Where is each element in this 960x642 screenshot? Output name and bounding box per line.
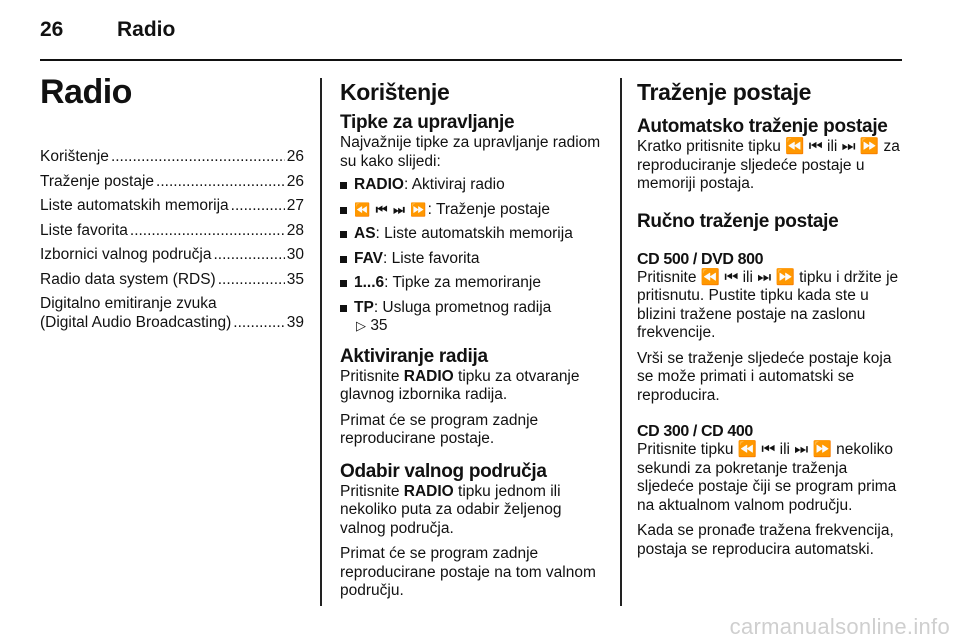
header-rule xyxy=(40,59,902,61)
section-title-station-search: Traženje postaje xyxy=(637,79,812,105)
toc-item-label: Izbornici valnog područja xyxy=(40,246,212,263)
auto-search-text: Kratko pritisnite tipku ⏪ ⏮ ili ⏭ ⏩ za reproduciranje sljedeće postaje u memoriji postaja. xyxy=(637,138,900,192)
toc-item-label: Korištenje xyxy=(40,148,109,165)
list-item xyxy=(340,225,604,244)
toc-dots xyxy=(130,222,285,241)
heading-select-band: Odabir valnog područja xyxy=(340,460,547,482)
usage-column xyxy=(340,72,604,601)
toc-dots xyxy=(218,271,285,290)
toc-item-page: 30 xyxy=(286,246,304,263)
page-reference-icon: ▷ xyxy=(356,318,366,333)
toc-item[interactable] xyxy=(40,173,304,192)
toc-item-label: Liste favorita xyxy=(40,221,128,239)
toc-item-label: (Digital Audio Broadcasting) xyxy=(40,313,232,331)
section-title-usage: Korištenje xyxy=(340,79,450,105)
control-desc: : Tipke za memoriranje xyxy=(384,274,541,291)
column-divider-1 xyxy=(320,78,322,606)
model-heading: CD 300 / CD 400 xyxy=(637,423,753,440)
search-column xyxy=(637,72,903,559)
manual-text: Pritisnite tipku ⏪ ⏮ ili ⏭ ⏩ nekoliko sekundi za pokretanje traženja sljedeće postaje čiji se program prima na aktualnom valnom području. xyxy=(637,441,897,514)
toc-item[interactable] xyxy=(40,295,304,332)
toc-dots xyxy=(213,246,284,265)
page-reference[interactable]: 35 xyxy=(370,317,388,334)
control-desc: : Usluga prometnog radija xyxy=(373,298,552,316)
toc-item[interactable] xyxy=(40,197,304,216)
bullet-square xyxy=(340,207,347,214)
toc-item-page: 39 xyxy=(286,313,304,331)
bullet-square xyxy=(340,305,347,312)
toc-item-page: 28 xyxy=(286,221,304,239)
model-heading: CD 500 / DVD 800 xyxy=(637,250,764,268)
watermark: carmanualsonline.info xyxy=(729,614,950,639)
control-key: FAV xyxy=(354,249,383,267)
controls-list xyxy=(340,176,604,336)
toc-item[interactable] xyxy=(40,222,304,241)
table-of-contents xyxy=(40,148,304,332)
activate-text: Pritisnite RADIO tipku za otvaranje glavnog izbornika radija. xyxy=(340,367,580,403)
control-desc: : Liste favorita xyxy=(383,249,480,267)
toc-item-label: Liste automatskih memorija xyxy=(40,197,229,214)
manual-note: Vrši se traženje sljedeće postaje koja se može primati i automatski se reproducira. xyxy=(637,349,892,404)
controls-intro: Najvažnije tipke za upravljanje radiom su kako slijedi: xyxy=(340,134,601,170)
list-item xyxy=(340,250,604,269)
control-key: RADIO xyxy=(354,176,404,193)
toc-dots xyxy=(156,173,285,192)
band-note: Primat će se program zadnje reproducirane postaje na tom valnom području. xyxy=(340,545,596,599)
toc-item-page: 35 xyxy=(286,270,304,288)
heading-manual-search: Ručno traženje postaje xyxy=(637,210,839,232)
control-key: TP xyxy=(354,298,374,316)
heading-control-buttons: Tipke za upravljanje xyxy=(340,112,515,133)
heading-activate-radio: Aktiviranje radija xyxy=(340,345,488,367)
control-key: AS xyxy=(354,225,376,242)
heading-auto-search: Automatsko traženje postaje xyxy=(637,116,888,137)
running-section-title: Radio xyxy=(117,18,176,41)
toc-dots xyxy=(233,314,284,333)
page-number: 26 xyxy=(40,18,64,41)
toc-item-label: Traženje postaje xyxy=(40,172,155,190)
control-key: 1...6 xyxy=(354,274,385,291)
list-item xyxy=(340,176,604,195)
list-item xyxy=(340,201,604,220)
control-desc: : Traženje postaje xyxy=(427,200,550,218)
toc-dots xyxy=(111,148,285,167)
toc-dots xyxy=(231,197,285,216)
toc-item[interactable] xyxy=(40,148,304,167)
list-item xyxy=(340,299,604,336)
control-desc: : Aktiviraj radio xyxy=(403,176,505,193)
toc-item[interactable] xyxy=(40,246,304,265)
toc-item-page: 27 xyxy=(286,197,304,214)
manual-text: Pritisnite ⏪ ⏮ ili ⏭ ⏩ tipku i držite je pritisnutu. Pustite tipku kada ste u blizini tražene postaje na zaslonu frekvencije. xyxy=(637,268,899,341)
toc-column xyxy=(40,72,304,338)
list-item xyxy=(340,274,604,293)
toc-item[interactable] xyxy=(40,271,304,290)
column-divider-2 xyxy=(620,78,622,606)
seek-buttons-icon: ⏪ ⏮ ⏭ ⏩ xyxy=(354,201,428,217)
control-desc: : Liste automatskih memorija xyxy=(375,225,573,242)
chapter-title: Radio xyxy=(40,73,132,111)
bullet-square xyxy=(340,256,347,263)
bullet-square xyxy=(340,280,347,287)
bullet-square xyxy=(340,231,347,238)
band-text: Pritisnite RADIO tipku jednom ili nekoliko puta za odabir željenog valnog područja. xyxy=(340,482,562,537)
toc-item-label: Digitalno emitiranje zvuka xyxy=(40,295,217,312)
manual-note: Kada se pronađe tražena frekvencija, postaja se reproducira automatski. xyxy=(637,522,894,558)
toc-item-label: Radio data system (RDS) xyxy=(40,270,216,288)
bullet-square xyxy=(340,182,347,189)
toc-item-page: 26 xyxy=(286,172,304,190)
activate-note: Primat će se program zadnje reproducirane postaje. xyxy=(340,411,539,447)
toc-item-page: 26 xyxy=(286,148,304,165)
